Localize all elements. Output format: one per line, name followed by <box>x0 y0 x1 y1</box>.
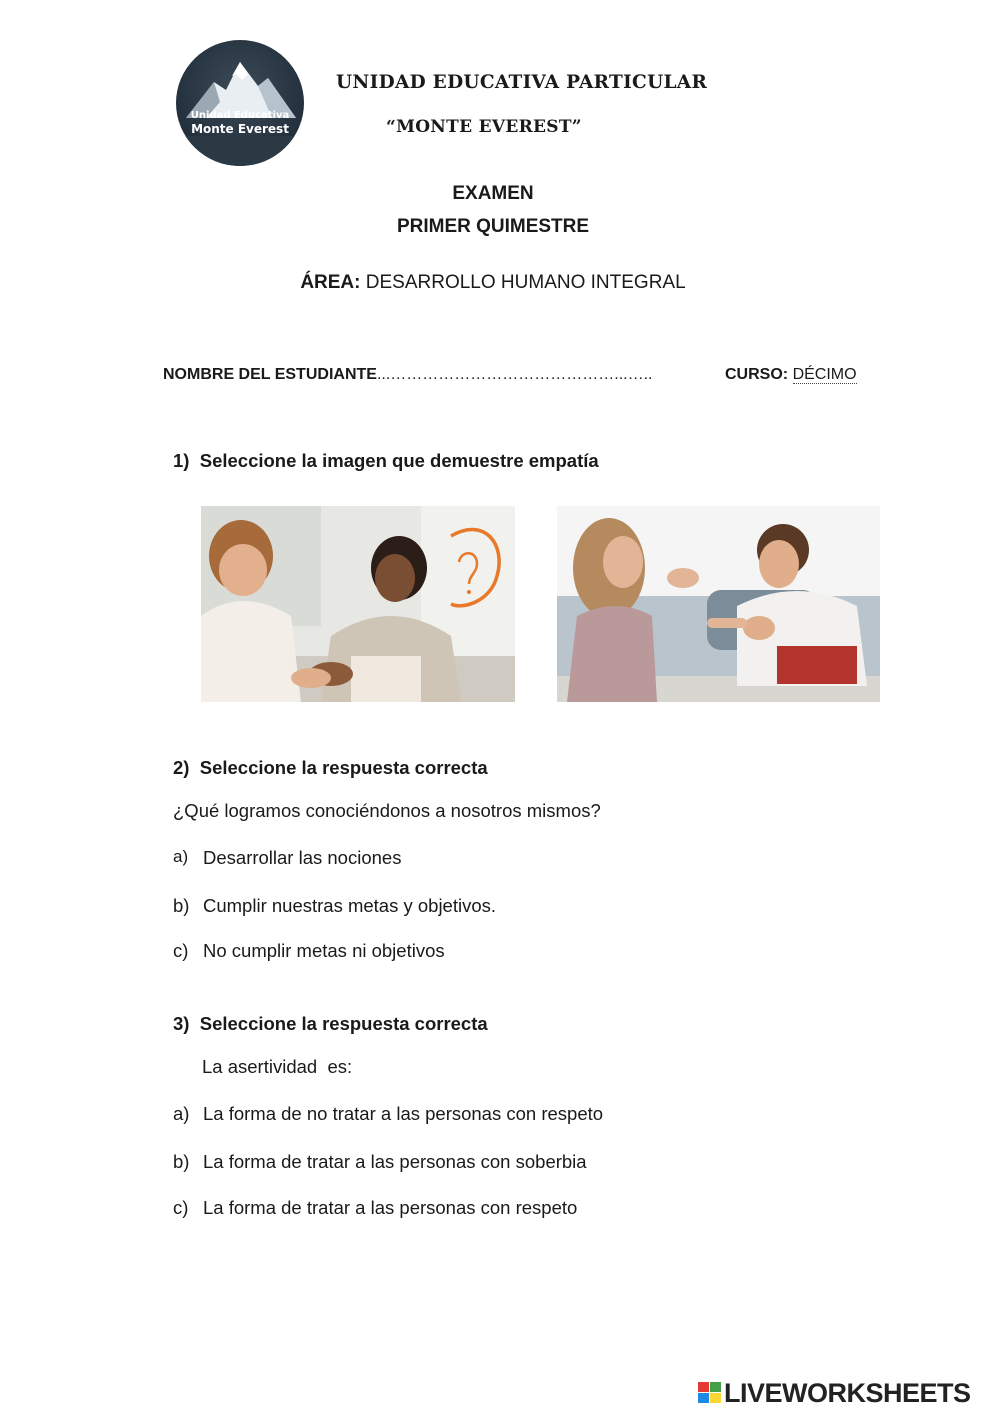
student-name-blank[interactable]: ...……………………………………...….. <box>376 366 653 383</box>
q2-option-b-letter: b) <box>173 895 190 916</box>
q2-option-c-letter: c) <box>173 940 189 961</box>
q3-option-c-letter: c) <box>173 1197 189 1218</box>
q2-option-b[interactable]: Cumplir nuestras metas y objetivos. <box>203 895 497 916</box>
logo-text-line1: Unidad Educativa <box>190 110 290 121</box>
area-line <box>0 272 986 294</box>
question-2 <box>173 757 488 779</box>
question-1 <box>173 450 599 472</box>
student-name-label: NOMBRE DEL ESTUDIANTE <box>163 366 377 383</box>
area-label: ÁREA: <box>300 272 361 293</box>
photo-argument-option[interactable] <box>557 506 880 702</box>
school-name-line1: UNIDAD EDUCATIVA PARTICULAR <box>336 72 708 93</box>
area-value: DESARROLLO HUMANO INTEGRAL <box>365 272 686 293</box>
question-3-text: Seleccione la respuesta correcta <box>199 1013 488 1034</box>
q2-option-c[interactable]: No cumplir metas ni objetivos <box>203 940 445 961</box>
photo-listening-option[interactable] <box>201 506 515 702</box>
q3-option-b-letter: b) <box>173 1151 190 1172</box>
exam-subtitle: PRIMER QUIMESTRE <box>396 216 590 237</box>
liveworksheets-logo-icon <box>697 1381 723 1405</box>
question-3 <box>173 1013 488 1035</box>
course-label: CURSO: <box>725 366 789 383</box>
school-name-line2: “MONTE EVEREST” <box>386 117 582 137</box>
question-3-number: 3) <box>173 1013 190 1034</box>
course-value: DÉCIMO <box>792 366 857 383</box>
student-name-line <box>163 366 653 384</box>
question-2-text: Seleccione la respuesta correcta <box>199 757 488 778</box>
argument-photo <box>557 506 880 702</box>
listening-photo <box>201 506 515 702</box>
school-logo <box>176 40 304 166</box>
q2-option-a-letter: a) <box>173 847 189 866</box>
q3-option-a-letter: a) <box>173 1103 190 1124</box>
q3-option-a[interactable]: La forma de no tratar a las personas con respeto <box>203 1103 604 1124</box>
course-line <box>725 366 857 384</box>
q2-option-a[interactable]: Desarrollar las nociones <box>203 847 402 868</box>
question-2-prompt: ¿Qué logramos conociéndonos a nosotros mismos? <box>173 800 601 821</box>
question-1-text: Seleccione la imagen que demuestre empatía <box>199 450 599 471</box>
mountain-icon <box>176 40 304 166</box>
logo-text-line2: Monte Everest <box>191 122 289 136</box>
q3-option-c[interactable]: La forma de tratar a las personas con respeto <box>203 1197 578 1218</box>
question-3-prompt: La asertividad es: <box>202 1056 353 1077</box>
question-1-number: 1) <box>173 450 190 471</box>
exam-title: EXAMEN <box>452 183 534 204</box>
q3-option-b[interactable]: La forma de tratar a las personas con soberbia <box>203 1151 587 1172</box>
question-2-number: 2) <box>173 757 190 778</box>
liveworksheets-wordmark: LIVEWORKSHEETS <box>724 1378 971 1408</box>
